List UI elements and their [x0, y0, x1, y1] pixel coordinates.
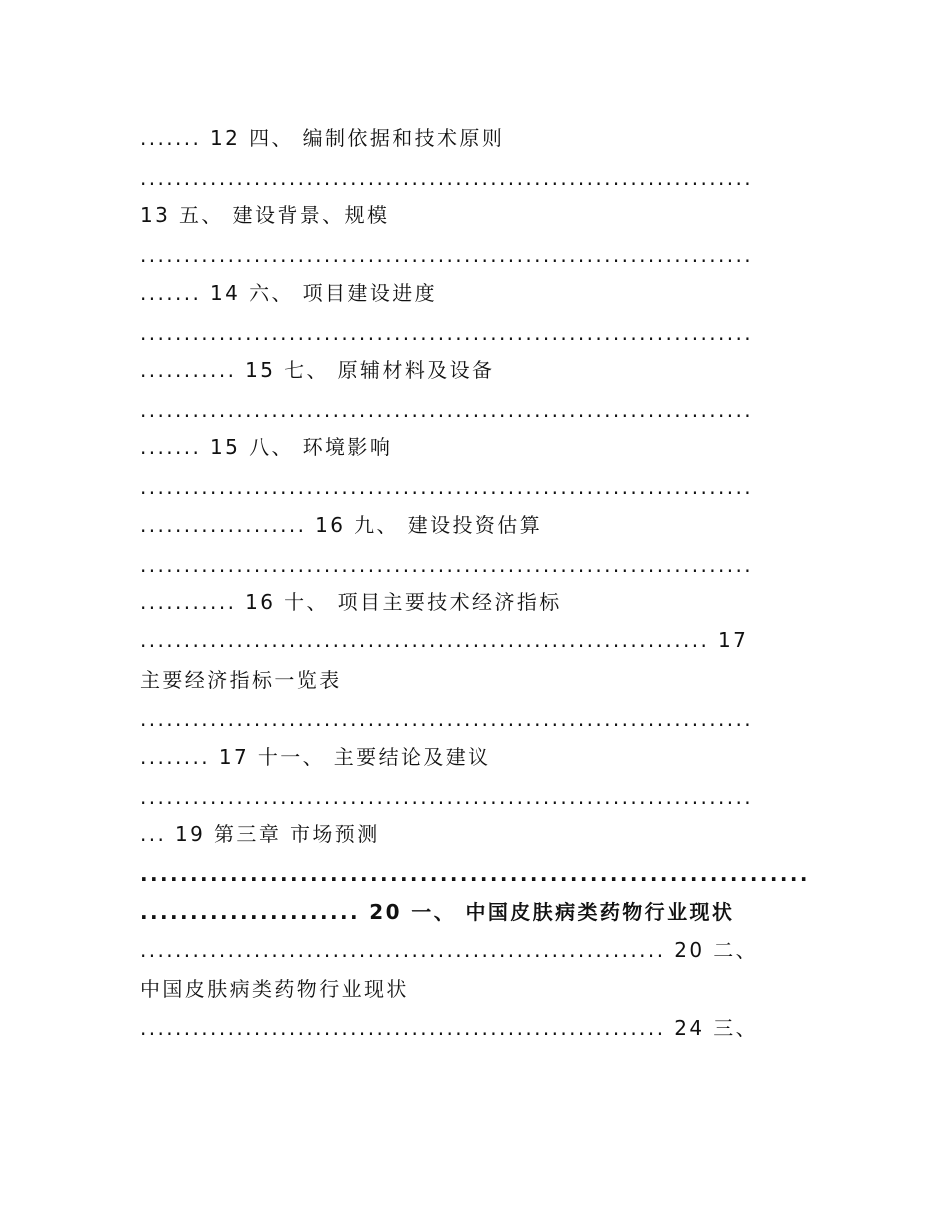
toc-leader: ...................................................................... [140, 166, 754, 190]
toc-line: 主要经济指标一览表 [140, 668, 342, 692]
toc-line: ....... 14 六、 项目建设进度 [140, 281, 438, 305]
toc-line: ................................................................. 17 [140, 628, 749, 652]
toc-leader: ...................................................................... [140, 243, 754, 267]
toc-leader: ...................................................................... [140, 475, 754, 499]
toc-line: ....... 15 八、 环境影响 [140, 435, 393, 459]
toc-line: ................... 16 九、 建设投资估算 [140, 513, 543, 537]
toc-line: ....... 12 四、 编制依据和技术原则 [140, 126, 505, 150]
toc-line: 中国皮肤病类药物行业现状 [140, 977, 409, 1001]
toc-line: 13 五、 建设背景、规模 [140, 203, 390, 227]
toc-leader: ...................................................................... [140, 553, 754, 577]
toc-line: ........ 17 十一、 主要结论及建议 [140, 745, 491, 769]
toc-leader: ...................................................................... [140, 785, 754, 809]
toc-line: ............................................................ 24 三、 [140, 1016, 759, 1040]
toc-line: ............................................................ 20 二、 [140, 938, 759, 962]
toc-leader: ................................................................... [140, 862, 810, 886]
toc-leader: ...................................................................... [140, 321, 754, 345]
toc-line: ........... 15 七、 原辅材料及设备 [140, 358, 495, 382]
toc-line: ...................... 20 一、 中国皮肤病类药物行业现状 [140, 900, 735, 924]
toc-leader: ...................................................................... [140, 707, 754, 731]
toc-line: ........... 16 十、 项目主要技术经济指标 [140, 590, 562, 614]
toc-leader: ...................................................................... [140, 398, 754, 422]
toc-line: ... 19 第三章 市场预测 [140, 822, 380, 846]
